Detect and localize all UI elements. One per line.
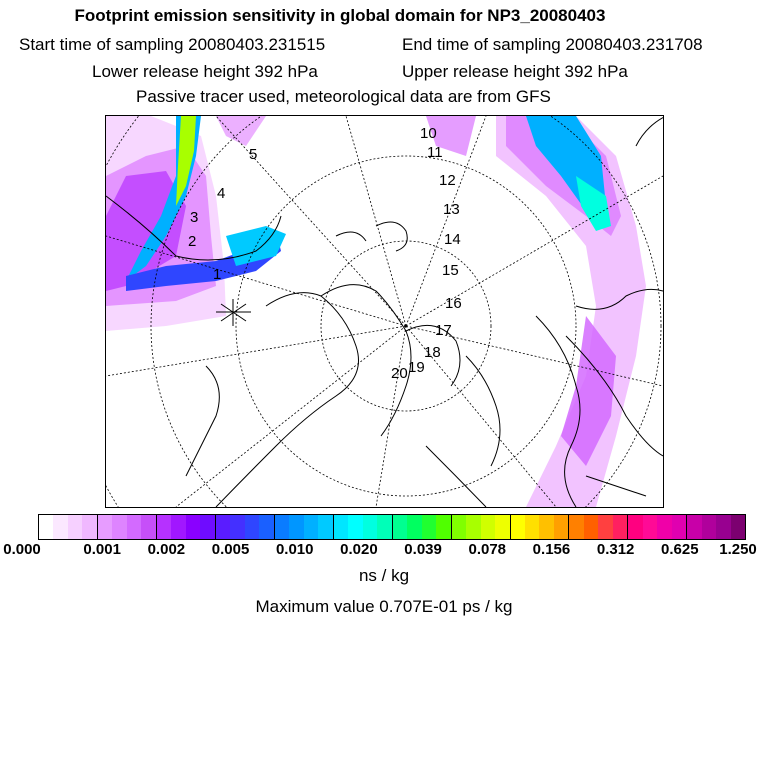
colorbar-tick-label: 0.156 [532, 541, 571, 558]
traj-label: 4 [217, 185, 226, 202]
colorbar-swatch [525, 515, 539, 539]
trajectory-labels [188, 125, 462, 382]
colorbar-tick-label: 0.312 [596, 541, 635, 558]
colorbar-swatch [275, 515, 289, 539]
colorbar-swatch [68, 515, 82, 539]
colorbar-swatch [495, 515, 510, 539]
colorbar-swatch [98, 515, 112, 539]
units-label: ns / kg [358, 566, 410, 585]
colorbar-swatch [39, 515, 53, 539]
traj-label: 18 [424, 344, 441, 361]
traj-label: 13 [443, 201, 460, 218]
colorbar-swatch [318, 515, 333, 539]
colorbar-swatch [377, 515, 392, 539]
colorbar-swatch [672, 515, 687, 539]
colorbar-swatch [245, 515, 259, 539]
traj-label: 12 [439, 172, 456, 189]
colorbar-swatch [628, 515, 642, 539]
colorbar-swatch [393, 515, 407, 539]
colorbar-swatch [716, 515, 730, 539]
upper-height-label: Upper release height 392 hPa [402, 62, 628, 81]
colorbar-swatch [452, 515, 466, 539]
colorbar-swatch [348, 515, 362, 539]
colorbar-swatch [157, 515, 171, 539]
traj-label: 5 [249, 146, 258, 163]
max-value-label: Maximum value 0.707E-01 ps / kg [255, 597, 513, 616]
traj-label: 2 [188, 233, 197, 250]
colorbar [38, 514, 746, 540]
colorbar-swatch [259, 515, 274, 539]
colorbar-swatch [539, 515, 553, 539]
colorbar-tick-label: 0.039 [404, 541, 442, 558]
colorbar-swatch [216, 515, 230, 539]
colorbar-swatch [334, 515, 348, 539]
colorbar-swatch [82, 515, 97, 539]
colorbar-swatch [481, 515, 495, 539]
map-panel [105, 115, 664, 508]
colorbar-swatch [141, 515, 156, 539]
colorbar-tick-label: 0.625 [661, 541, 699, 558]
start-time-label: Start time of sampling 20080403.231515 [19, 35, 326, 54]
colorbar-swatch [53, 515, 67, 539]
colorbar-swatch [200, 515, 215, 539]
traj-label: 11 [427, 144, 443, 161]
colorbar-swatch [171, 515, 185, 539]
end-time-label: End time of sampling 20080403.231708 [402, 35, 703, 54]
traj-label: 20 [391, 365, 408, 382]
traj-label: 10 [420, 125, 437, 142]
traj-label: 1 [213, 266, 222, 283]
lower-height-label: Lower release height 392 hPa [92, 62, 318, 81]
colorbar-tick-label: 0.010 [275, 541, 314, 558]
traj-label: 14 [444, 231, 461, 248]
colorbar-swatch [511, 515, 525, 539]
polar-map [106, 116, 663, 507]
colorbar-swatch [613, 515, 628, 539]
colorbar-swatch [422, 515, 436, 539]
colorbar-swatch [407, 515, 421, 539]
traj-label: 19 [408, 359, 425, 376]
colorbar-swatch [436, 515, 451, 539]
colorbar-swatch [230, 515, 244, 539]
colorbar-swatch [466, 515, 480, 539]
colorbar-tick-label: 0.001 [83, 541, 121, 558]
colorbar-swatch [289, 515, 303, 539]
colorbar-swatch [304, 515, 318, 539]
colorbar-swatch [702, 515, 716, 539]
colorbar-swatch [569, 515, 583, 539]
colorbar-swatch [598, 515, 612, 539]
colorbar-swatch [554, 515, 569, 539]
traj-label: 17 [435, 322, 452, 339]
traj-label: 16 [445, 295, 462, 312]
colorbar-swatch [584, 515, 598, 539]
colorbar-swatch [186, 515, 200, 539]
colorbar-tick-label: 0.020 [340, 541, 378, 558]
colorbar-swatch [657, 515, 671, 539]
colorbar-swatch [112, 515, 126, 539]
traj-label: 15 [442, 262, 459, 279]
colorbar-tick-label: 0.078 [468, 541, 507, 558]
tracer-info-label: Passive tracer used, meteorological data are from GFS [136, 87, 551, 106]
colorbar-tick-label: 0.002 [147, 541, 186, 558]
traj-label: 3 [190, 209, 199, 226]
colorbar-swatch [127, 515, 141, 539]
colorbar-swatch [731, 515, 745, 539]
map-title: Footprint emission sensitivity in global domain for NP3_20080403 [74, 6, 606, 25]
sensitivity-field [106, 116, 646, 507]
colorbar-tick-label: 1.250 [719, 541, 757, 558]
colorbar-tick-label: 0.005 [211, 541, 250, 558]
colorbar-swatch [687, 515, 701, 539]
colorbar-swatch [643, 515, 657, 539]
colorbar-swatch [363, 515, 377, 539]
colorbar-tick-label: 0.000 [3, 541, 41, 558]
